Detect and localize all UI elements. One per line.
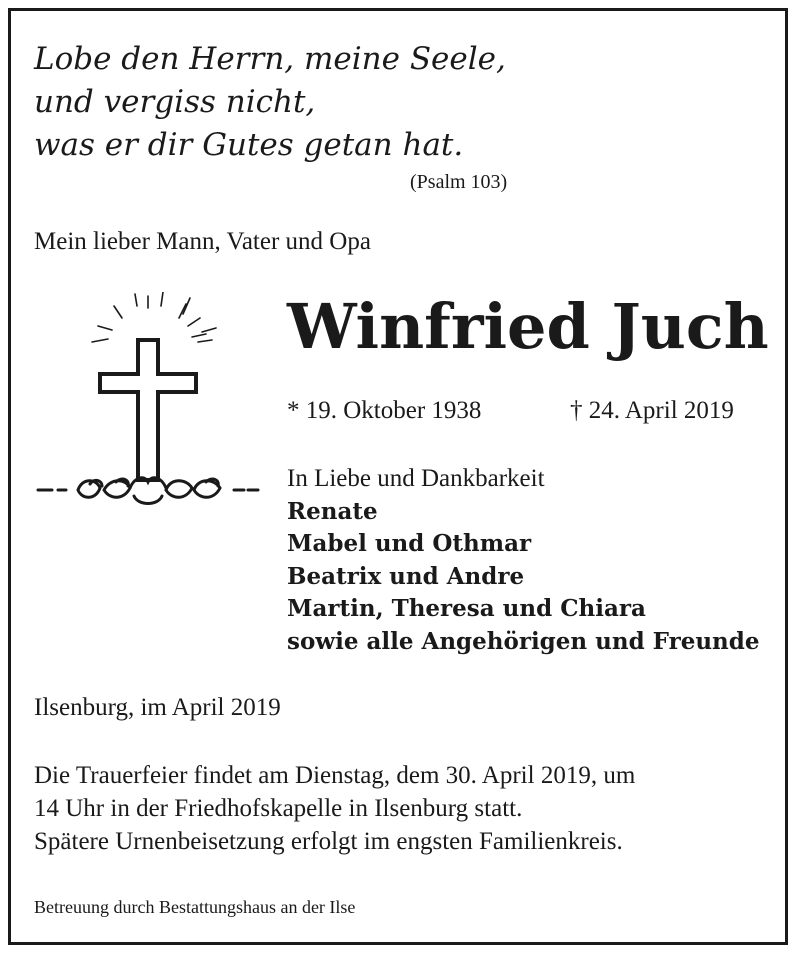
service-line: 14 Uhr in der Friedhofskapelle in Ilsenburg statt.	[34, 795, 523, 822]
service-line: Spätere Urnenbeisetzung erfolgt im engsten Familienkreis.	[34, 828, 623, 855]
funeral-home-credit: Betreuung durch Bestattungshaus an der Ilse	[34, 897, 356, 917]
mourner-name: Renate	[287, 497, 378, 525]
mourner-name: Mabel und Othmar	[287, 530, 532, 557]
mourner-name: sowie alle Angehörigen und Freunde	[287, 627, 760, 655]
birth-date: * 19. Oktober 1938	[287, 397, 482, 424]
verse-source: (Psalm 103)	[410, 171, 508, 193]
service-line: Die Trauerfeier findet am Dienstag, dem 30. April 2019, um	[34, 762, 636, 789]
mourner-name: Martin, Theresa und Chiara	[287, 595, 646, 622]
mourners-heading: In Liebe und Dankbarkeit	[287, 465, 545, 492]
verse-line: und vergiss nicht,	[34, 84, 316, 120]
mourner-name: Beatrix und Andre	[287, 562, 525, 590]
death-date: † 24. April 2019	[570, 397, 734, 424]
deceased-name: Winfried Juch	[287, 290, 769, 363]
verse-line: was er dir Gutes getan hat.	[34, 127, 464, 163]
verse	[34, 38, 506, 167]
service-info	[34, 759, 635, 858]
verse-line: Lobe den Herrn, meine Seele,	[34, 41, 506, 77]
intro-text: Mein lieber Mann, Vater und Opa	[34, 228, 371, 255]
cross-with-rays-icon	[30, 292, 265, 517]
place-date: Ilsenburg, im April 2019	[34, 694, 281, 721]
mourners-block	[287, 463, 760, 658]
